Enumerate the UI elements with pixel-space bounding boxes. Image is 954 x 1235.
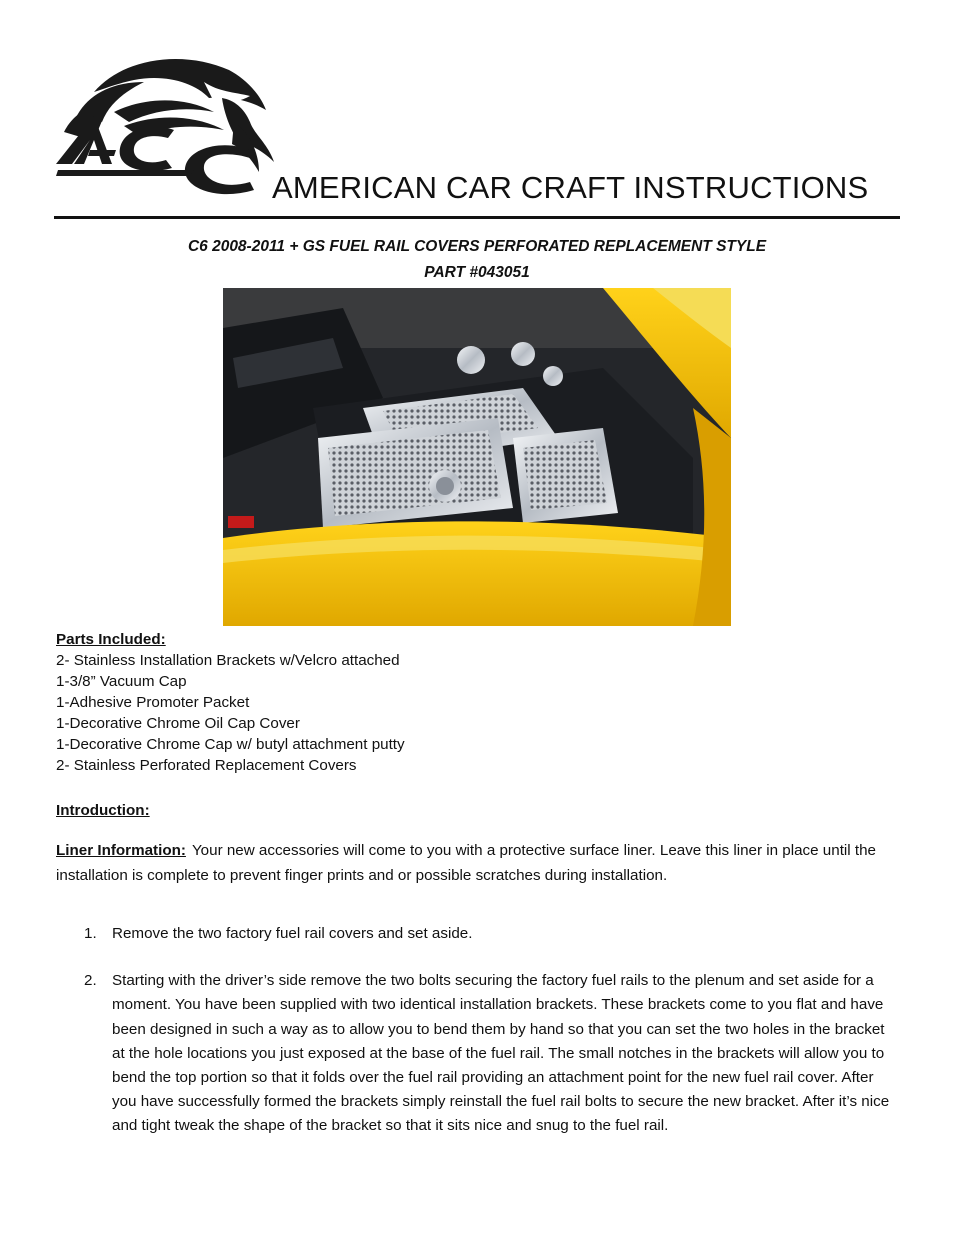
parts-item: 1-Decorative Chrome Cap w/ butyl attachment putty [56,736,405,753]
acc-logo [54,52,276,204]
instruction-step [56,969,901,1138]
liner-information-heading: Liner Information: [56,842,186,859]
part-number: PART #043051 [424,264,530,281]
introduction-heading: Introduction: [56,802,150,819]
liner-information-text: Your new accessories will come to you with a protective surface liner. Leave this liner in place until the installation is complete to prevent finger prints and or possible scratches during installation. [56,842,877,884]
product-title: C6 2008-2011 + GS FUEL RAIL COVERS PERFORATED REPLACEMENT STYLE [187,238,767,255]
step-number: 2. [84,972,97,990]
parts-included-section [56,629,405,776]
parts-item: 1-3/8” Vacuum Cap [56,673,187,690]
step-number: 1. [84,925,97,942]
document-title: AMERICAN CAR CRAFT INSTRUCTIONS [272,170,869,205]
step-text: Starting with the driver’s side remove the two bolts securing the factory fuel rails to the plenum and set aside for a moment. You have been supplied with two identical installation brackets. These brackets come to you flat and have been designed in such a way as to allow you to bend them by hand so that you can set the two holes in the bracket at the hole locations you just exposed at the base of the fuel rail. The small notches in the brackets will allow you to bend the top portion so that it folds over the fuel rail providing an attachment point for the new fuel rail cover. After you have successfully formed the brackets simply reinstall the fuel rail bolts to secure the new bracket. After it’s nice and tight tweak the shape of the bracket so that it sits nice and snug to the fuel rail. [112,972,890,1135]
parts-included-heading: Parts Included: [56,631,166,648]
step-text: Remove the two factory fuel rail covers and set aside. [112,925,473,942]
parts-item: 1-Decorative Chrome Oil Cap Cover [56,715,300,732]
liner-information-paragraph [56,838,901,888]
header-divider [54,216,900,219]
product-photo [223,288,731,626]
parts-item: 2- Stainless Installation Brackets w/Velcro attached [56,652,400,669]
instruction-steps [56,922,901,1162]
parts-item: 2- Stainless Perforated Replacement Covers [56,757,357,774]
instruction-step [56,922,901,946]
parts-item: 1-Adhesive Promoter Packet [56,694,250,711]
